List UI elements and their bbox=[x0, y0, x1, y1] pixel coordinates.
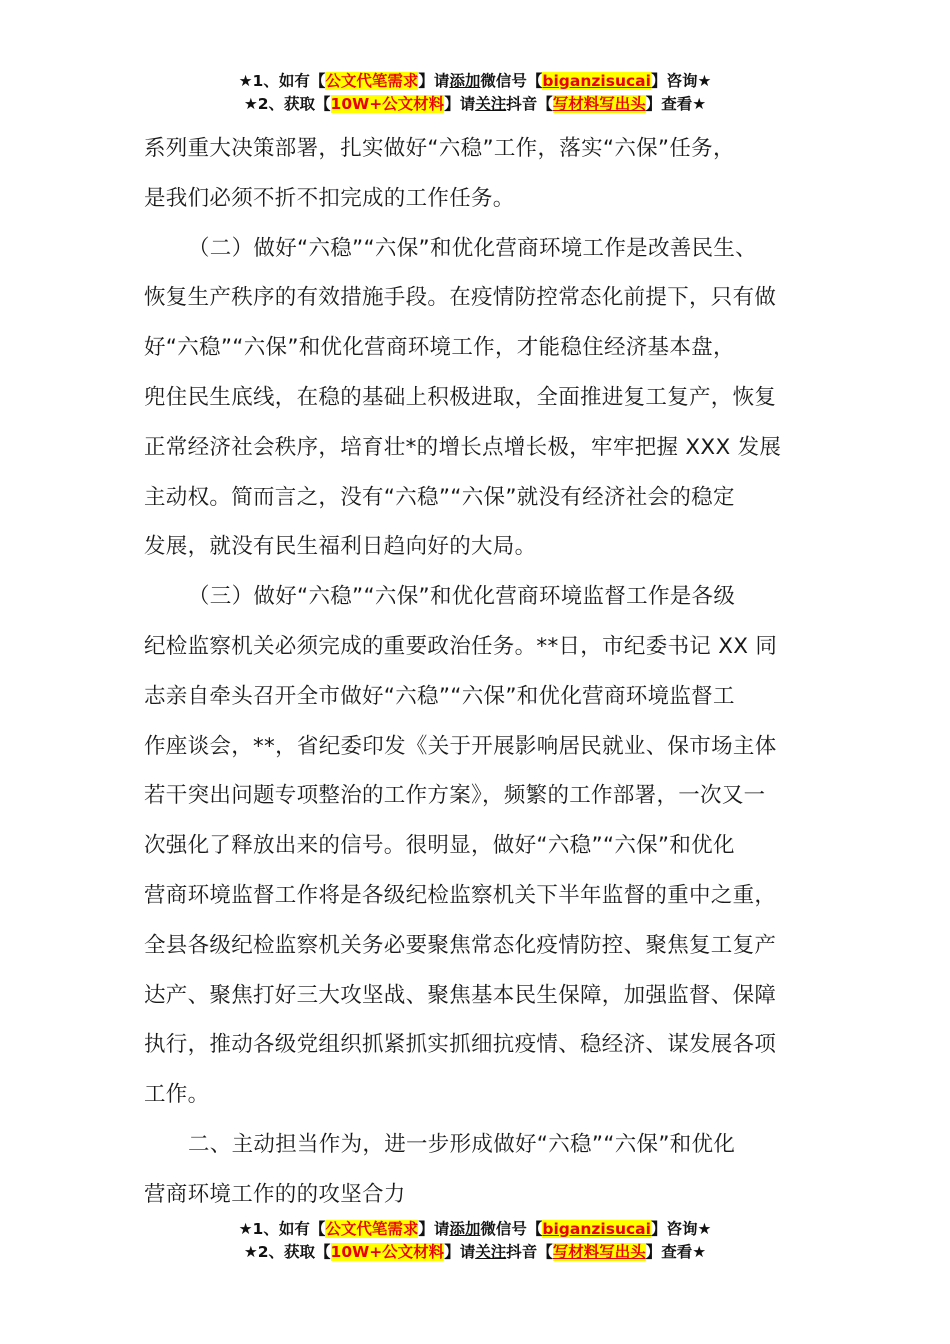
highlight-materials: 10W+公文材料 bbox=[330, 1243, 445, 1261]
banner-suffix: 】查看★ bbox=[645, 1243, 707, 1261]
text-line: （三）做好“六稳”“六保”和优化营商环境监督工作是各级 bbox=[188, 584, 736, 610]
highlight-ghostwriting: 公文代笔需求 bbox=[325, 1220, 419, 1238]
banner-line-1 bbox=[0, 1218, 950, 1241]
promo-banner-bottom bbox=[0, 1218, 950, 1264]
text-line: 主动权。简而言之，没有“六稳”“六保”就没有经济社会的稳定 bbox=[144, 484, 735, 510]
banner-line-2 bbox=[0, 1241, 950, 1264]
highlight-wechat-id: biganzisucai bbox=[542, 72, 651, 90]
text-line: （二）做好“六稳”“六保”和优化营商环境工作是改善民生、 bbox=[188, 235, 757, 261]
text-line: 次强化了释放出来的信号。很明显，做好“六稳”“六保”和优化 bbox=[144, 833, 735, 859]
banner-line-2 bbox=[0, 93, 950, 116]
text-line: 执行，推动各级党组织抓紧抓实抓细抗疫情、稳经济、谋发展各项 bbox=[144, 1032, 777, 1058]
text-line: 营商环境监督工作将是各级纪检监察机关下半年监督的重中之重， bbox=[144, 882, 777, 908]
text-line: 系列重大决策部署，扎实做好“六稳”工作，落实“六保”任务， bbox=[144, 136, 735, 161]
highlight-materials: 10W+公文材料 bbox=[330, 95, 445, 113]
highlight-douyin-id: 写材料写出头 bbox=[552, 1243, 646, 1261]
banner-text: 】请 bbox=[444, 1243, 476, 1261]
banner-prefix: ★2、获取【 bbox=[243, 95, 331, 113]
text-line: 达产、聚焦打好三大攻坚战、聚焦基本民生保障，加强监督、保障 bbox=[144, 982, 777, 1008]
text-line: 纪检监察机关必须完成的重要政治任务。**日，市纪委书记 XX 同 bbox=[144, 633, 778, 659]
underline-follow: 关注 bbox=[475, 95, 507, 113]
text-line: 工作。 bbox=[144, 1082, 210, 1108]
text-line: 全县各级纪检监察机关务必要聚焦常态化疫情防控、聚焦复工复产 bbox=[144, 932, 777, 958]
text-line: 志亲自牵头召开全市做好“六稳”“六保”和优化营商环境监督工 bbox=[144, 683, 735, 709]
section-heading-2 bbox=[144, 1120, 814, 1220]
document-body bbox=[144, 124, 814, 1220]
text-line: 营商环境工作的的攻坚合力 bbox=[144, 1181, 406, 1207]
text-line: 是我们必须不折不扣完成的工作任务。 bbox=[144, 185, 515, 211]
text-line: 兜住民生底线，在稳的基础上积极进取，全面推进复工复产，恢复 bbox=[144, 384, 777, 410]
text-line: 好“六稳”“六保”和优化营商环境工作，才能稳住经济基本盘， bbox=[144, 335, 735, 361]
underline-add: 添加 bbox=[449, 72, 481, 90]
underline-add: 添加 bbox=[449, 1220, 481, 1238]
banner-suffix: 】咨询★ bbox=[650, 72, 712, 90]
banner-prefix: ★2、获取【 bbox=[243, 1243, 331, 1261]
text-line: 恢复生产秩序的有效措施手段。在疫情防控常态化前提下，只有做 bbox=[144, 285, 777, 311]
highlight-ghostwriting: 公文代笔需求 bbox=[325, 72, 419, 90]
banner-suffix: 】查看★ bbox=[645, 95, 707, 113]
text-line: 二、主动担当作为，进一步形成做好“六稳”“六保”和优化 bbox=[188, 1131, 736, 1157]
paragraph-section-3 bbox=[144, 572, 814, 1120]
banner-suffix: 】咨询★ bbox=[650, 1220, 712, 1238]
text-line: 正常经济社会秩序，培育壮*的增长点增长极，牢牢把握 XXX 发展 bbox=[144, 434, 782, 460]
banner-line-1 bbox=[0, 70, 950, 93]
highlight-wechat-id: biganzisucai bbox=[542, 1220, 651, 1238]
banner-text: 】请 bbox=[418, 72, 450, 90]
highlight-douyin-id: 写材料写出头 bbox=[552, 95, 646, 113]
banner-prefix: ★1、如有【 bbox=[238, 1220, 326, 1238]
banner-text: 抖音【 bbox=[506, 1243, 553, 1261]
paragraph-continuation bbox=[144, 124, 814, 224]
text-line: 若干突出问题专项整治的工作方案》，频繁的工作部署，一次又一 bbox=[144, 783, 766, 809]
banner-text: 】请 bbox=[418, 1220, 450, 1238]
banner-prefix: ★1、如有【 bbox=[238, 72, 326, 90]
banner-text: 】请 bbox=[444, 95, 476, 113]
text-line: 作座谈会，**，省纪委印发《关于开展影响居民就业、保市场主体 bbox=[144, 733, 777, 759]
banner-text: 抖音【 bbox=[506, 95, 553, 113]
paragraph-section-2 bbox=[144, 224, 814, 573]
promo-banner-top bbox=[0, 70, 950, 116]
banner-text: 微信号【 bbox=[480, 72, 543, 90]
banner-text: 微信号【 bbox=[480, 1220, 543, 1238]
underline-follow: 关注 bbox=[475, 1243, 507, 1261]
text-line: 发展，就没有民生福利日趋向好的大局。 bbox=[144, 534, 537, 560]
